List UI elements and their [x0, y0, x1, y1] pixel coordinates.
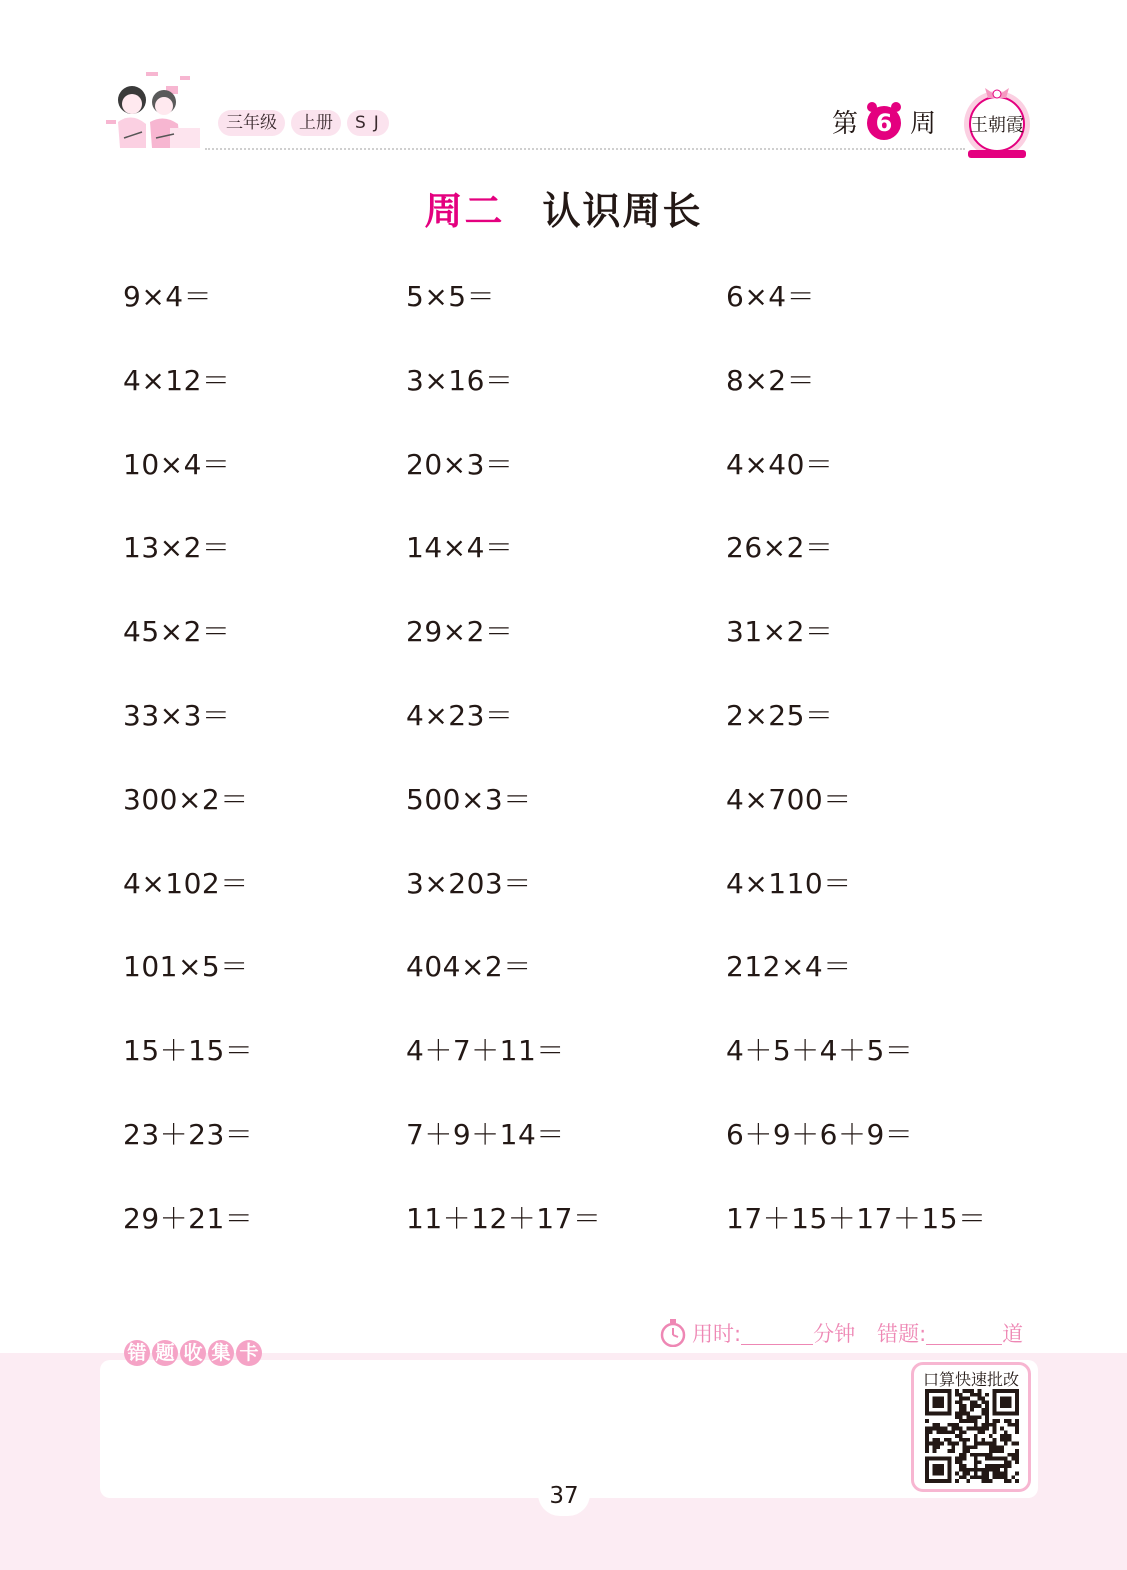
arithmetic-problem: 3×203＝ [406, 866, 532, 900]
arithmetic-problem: 9×4＝ [123, 280, 213, 313]
arithmetic-problem: 10×4＝ [123, 447, 231, 481]
qr-frame [911, 1362, 1031, 1492]
wrong-label: 错题: [877, 1322, 927, 1346]
page-number: 37 [538, 1472, 590, 1516]
title-topic: 认识周长 [542, 189, 703, 233]
arithmetic-problem: 31×2＝ [726, 615, 834, 649]
problem-row [123, 440, 1083, 524]
kids-illustration [106, 72, 202, 156]
arithmetic-problem: 26×2＝ [726, 531, 834, 565]
arithmetic-problem: 14×4＝ [406, 531, 514, 565]
arithmetic-problem: 45×2＝ [123, 615, 231, 649]
problem-row [123, 942, 1083, 1026]
arithmetic-problem: 4＋7＋11＝ [406, 1034, 565, 1068]
mistake-badge-char: 收 [180, 1340, 206, 1366]
arithmetic-problem: 23＋23＝ [123, 1117, 254, 1151]
arithmetic-problem: 11＋12＋17＝ [406, 1201, 602, 1235]
arithmetic-problem: 7＋9＋14＝ [406, 1117, 565, 1151]
arithmetic-problem: 17＋15＋17＋15＝ [726, 1201, 987, 1235]
arithmetic-problem: 4×23＝ [406, 698, 514, 732]
arithmetic-problem: 4×40＝ [726, 447, 834, 481]
week-number: 6 [875, 109, 893, 137]
arithmetic-problem: 4×102＝ [123, 866, 249, 900]
arithmetic-problem: 101×5＝ [123, 950, 249, 984]
mistake-badge-char: 错 [124, 1340, 150, 1366]
stopwatch-icon [660, 1319, 686, 1347]
problem-row [123, 356, 1083, 440]
arithmetic-problem: 20×3＝ [406, 447, 514, 481]
arithmetic-problem: 13×2＝ [123, 531, 231, 565]
mistake-badge-char: 集 [208, 1340, 234, 1366]
wrong-unit: 道 [1002, 1322, 1024, 1346]
week-label [832, 100, 936, 142]
mistake-badge-char: 题 [152, 1340, 178, 1366]
problem-row [123, 691, 1083, 775]
arithmetic-problem: 29×2＝ [406, 615, 514, 649]
arithmetic-problem: 4×700＝ [726, 782, 852, 816]
problem-row [123, 1110, 1083, 1194]
arithmetic-problem: 500×3＝ [406, 782, 532, 816]
arithmetic-problem: 33×3＝ [123, 698, 231, 732]
time-input-line[interactable] [741, 1322, 813, 1345]
title-day: 周二 [424, 189, 505, 233]
arithmetic-problem: 6×4＝ [726, 280, 816, 313]
mistake-card-badge [124, 1340, 262, 1366]
arithmetic-problem: 15＋15＝ [123, 1034, 254, 1068]
problem-row [123, 1026, 1083, 1110]
problem-row [123, 607, 1083, 691]
problem-row [123, 1194, 1083, 1278]
time-unit: 分钟 [813, 1322, 856, 1346]
problem-row [123, 523, 1083, 607]
mistake-badge-char: 卡 [236, 1340, 262, 1366]
stats-line [660, 1318, 1023, 1348]
arithmetic-problem: 29＋21＝ [123, 1201, 254, 1235]
arithmetic-problem: 4×110＝ [726, 866, 852, 900]
arithmetic-problem: 3×16＝ [406, 363, 514, 397]
alarm-clock-icon [864, 100, 904, 142]
arithmetic-problem: 6＋9＋6＋9＝ [726, 1117, 914, 1151]
brand-text: 王朝霞 [970, 115, 1024, 136]
grade-tags [218, 110, 389, 136]
arithmetic-problem: 5×5＝ [406, 280, 496, 313]
arithmetic-problem: 212×4＝ [726, 950, 852, 984]
qr-code[interactable] [923, 1389, 1021, 1483]
wrong-count-input-line[interactable] [926, 1322, 1002, 1345]
edition-tag: SJ [347, 110, 389, 136]
volume-tag: 上册 [291, 110, 341, 136]
arithmetic-problem: 2×25＝ [726, 698, 834, 732]
time-label: 用时: [692, 1322, 742, 1346]
week-suffix: 周 [910, 108, 937, 139]
problem-grid [123, 272, 1083, 1278]
header-divider [205, 148, 965, 150]
arithmetic-problem: 300×2＝ [123, 782, 249, 816]
problem-row [123, 775, 1083, 859]
page-title [0, 180, 1127, 235]
problem-row [123, 859, 1083, 943]
arithmetic-problem: 4＋5＋4＋5＝ [726, 1034, 914, 1068]
arithmetic-problem: 404×2＝ [406, 950, 532, 984]
grade-tag: 三年级 [218, 110, 285, 136]
arithmetic-problem: 4×12＝ [123, 363, 231, 397]
problem-row [123, 272, 1083, 356]
week-prefix: 第 [832, 108, 859, 139]
brand-seal-logo [958, 82, 1036, 160]
arithmetic-problem: 8×2＝ [726, 363, 816, 397]
qr-caption: 口算快速批改 [922, 1370, 1019, 1389]
